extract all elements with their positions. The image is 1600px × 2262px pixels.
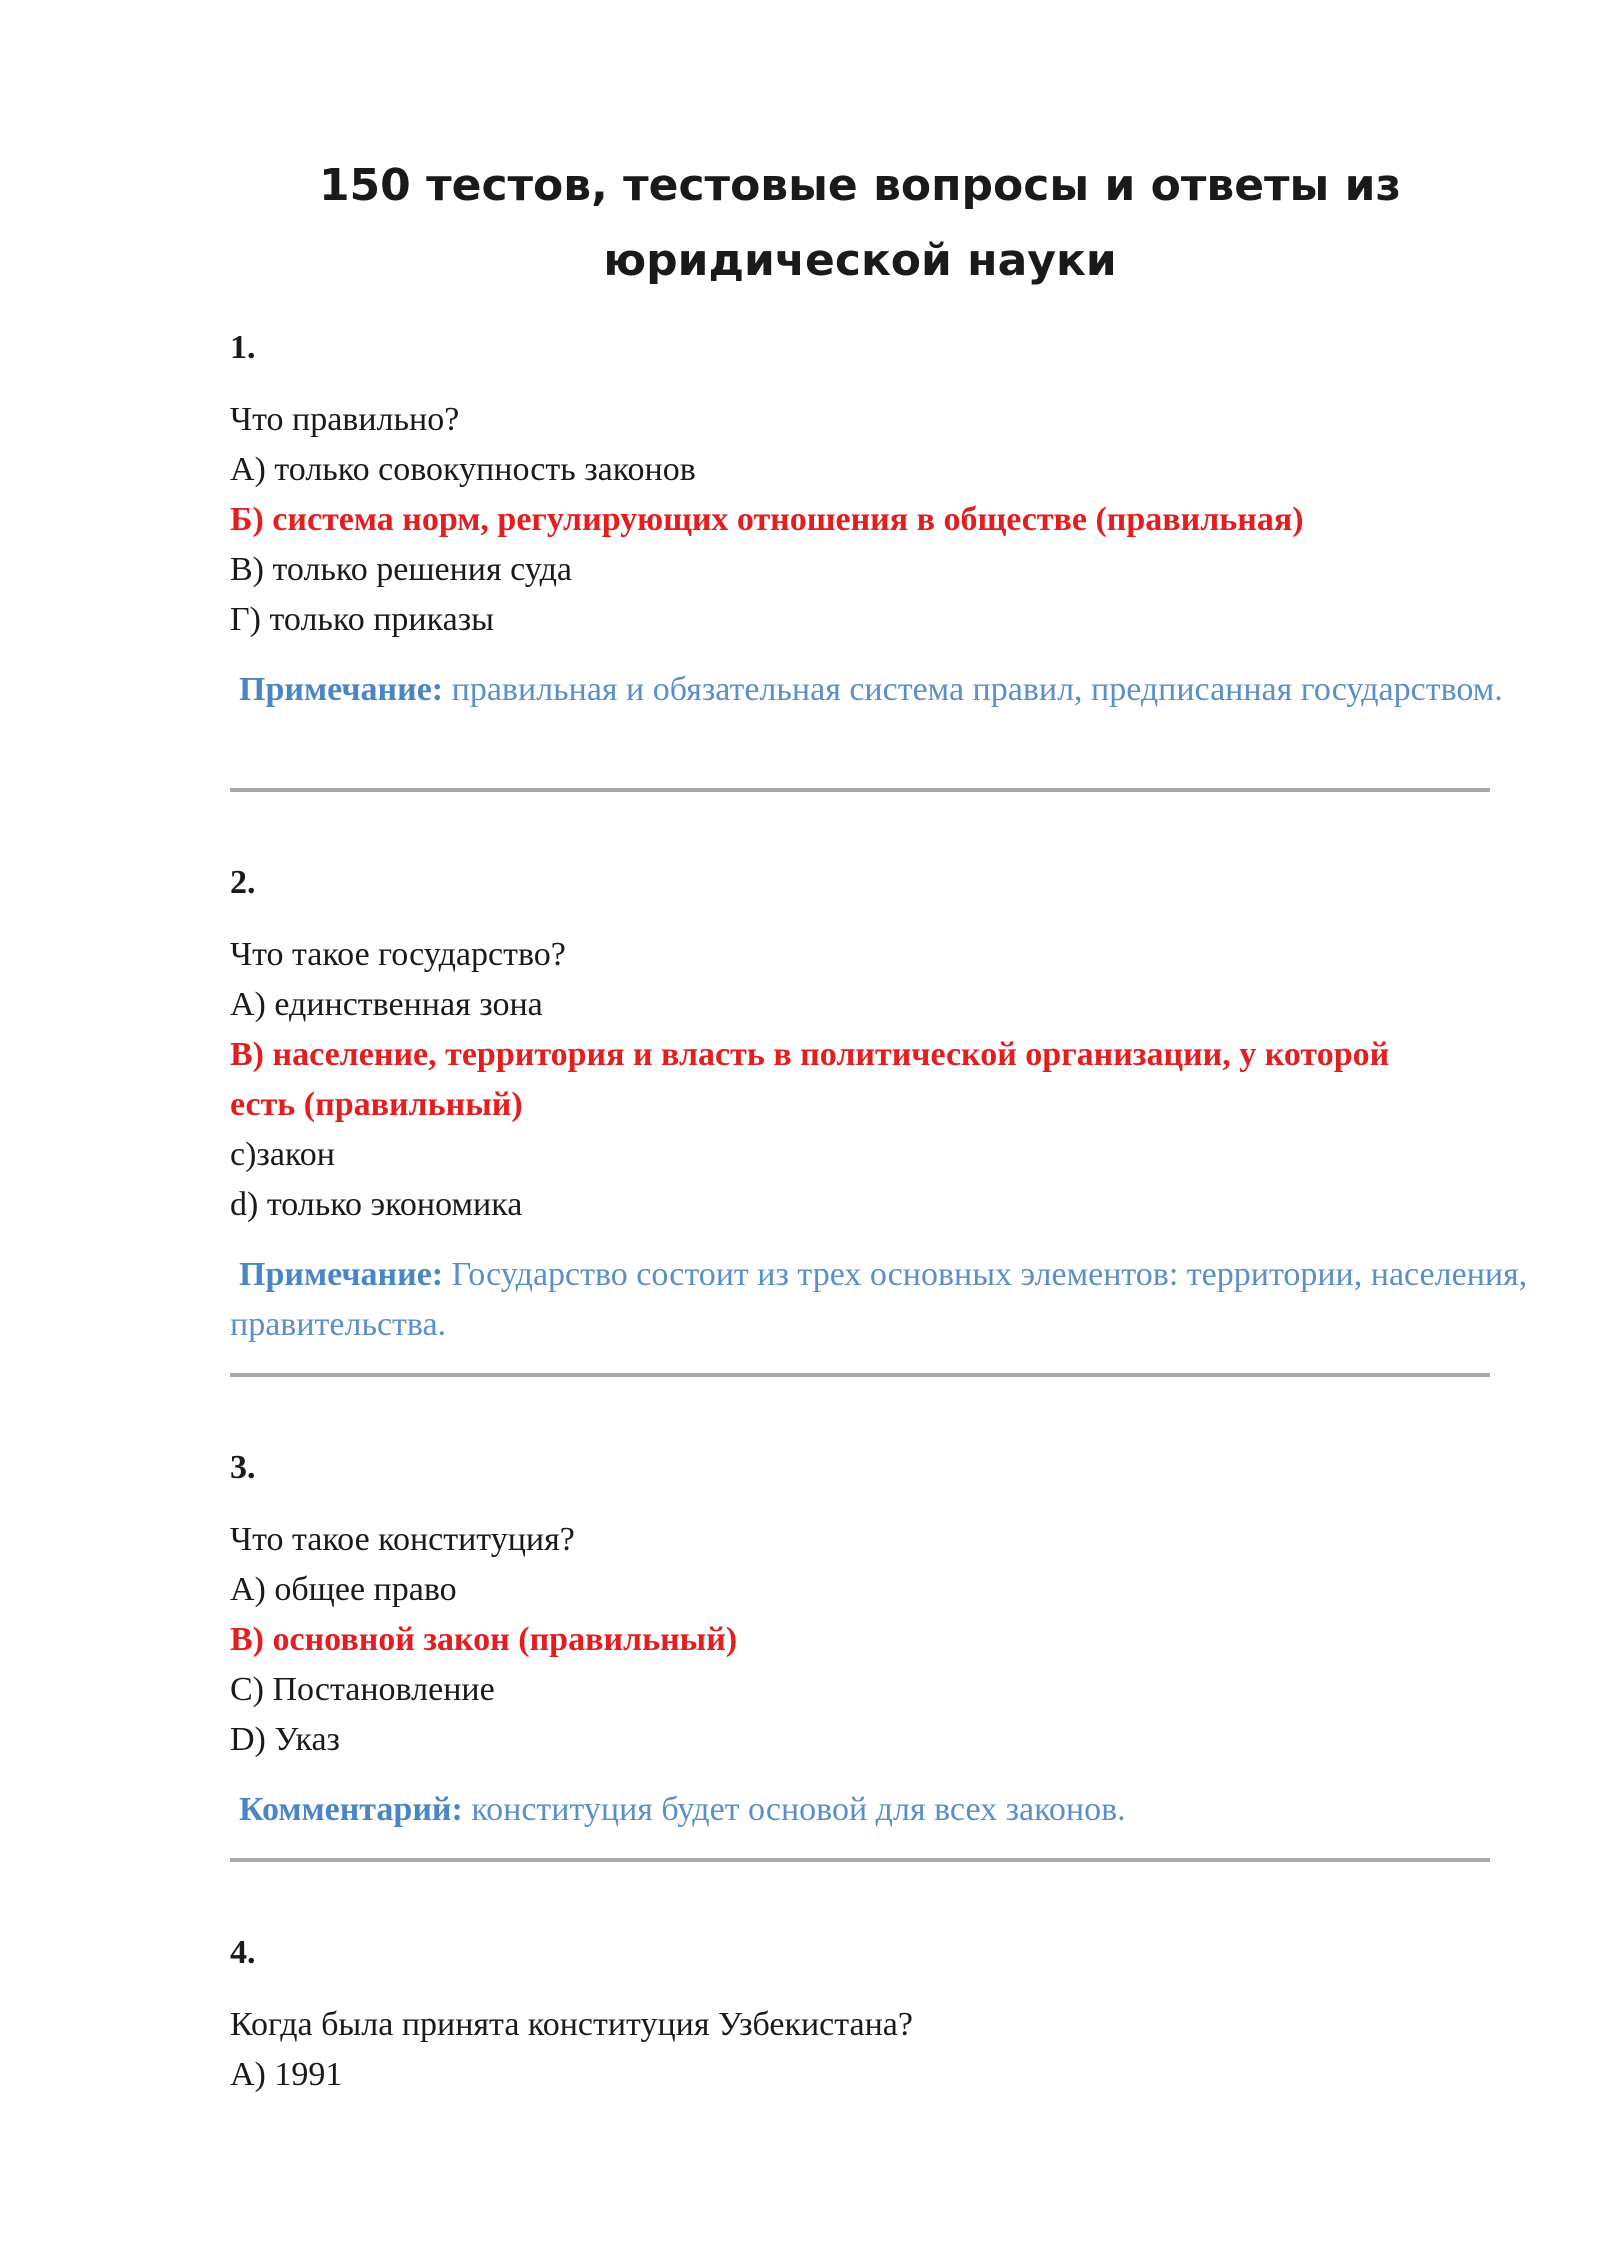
note-label: Примечание: bbox=[239, 1256, 444, 1293]
divider bbox=[230, 1858, 1490, 1862]
note-text: Государство состоит из трех основных элементов: территории, населения, правительства. bbox=[230, 1256, 1528, 1343]
option-correct: Б) система норм, регулирующих отношения в обществе (правильная) bbox=[230, 501, 1304, 538]
note-text: правильная и обязательная система правил, предписанная государством. bbox=[451, 671, 1503, 708]
question-text: Что правильно? bbox=[230, 401, 460, 438]
question-3 bbox=[230, 1443, 1530, 1835]
option-correct: В) основной закон (правильный) bbox=[230, 1621, 738, 1658]
question-text: Что такое государство? bbox=[230, 936, 566, 973]
question-number: 2. bbox=[230, 864, 256, 901]
option-a: А) единственная зона bbox=[230, 986, 543, 1023]
option-d: D) Указ bbox=[230, 1721, 340, 1758]
question-1 bbox=[230, 323, 1530, 715]
question-note bbox=[230, 665, 1530, 715]
note-label: Примечание: bbox=[239, 671, 444, 708]
option-c: В) только решения суда bbox=[230, 551, 573, 588]
question-text: Когда была принята конституция Узбекистана? bbox=[230, 2006, 913, 2043]
option-a: А) 1991 bbox=[230, 2056, 343, 2093]
title-line-1: 150 тестов, тестовые вопросы и ответы из bbox=[318, 160, 1402, 211]
option-correct: В) население, территория и власть в политической организации, у которой есть (правильный) bbox=[230, 1036, 1390, 1123]
option-d: Г) только приказы bbox=[230, 601, 494, 638]
title-line-2: юридической науки bbox=[603, 235, 1117, 286]
option-a: А) только совокупность законов bbox=[230, 451, 696, 488]
question-number: 3. bbox=[230, 1449, 256, 1486]
option-c: с)закон bbox=[230, 1136, 335, 1173]
question-note bbox=[230, 1785, 1530, 1835]
question-number: 1. bbox=[230, 329, 256, 366]
question-text: Что такое конституция? bbox=[230, 1521, 575, 1558]
question-4 bbox=[230, 1928, 1530, 2100]
question-number: 4. bbox=[230, 1934, 256, 1971]
note-label: Комментарий: bbox=[239, 1791, 463, 1828]
divider bbox=[230, 788, 1490, 792]
option-a: А) общее право bbox=[230, 1571, 457, 1608]
option-d: d) только экономика bbox=[230, 1186, 523, 1223]
divider bbox=[230, 1373, 1490, 1377]
option-c: С) Постановление bbox=[230, 1671, 495, 1708]
question-note bbox=[230, 1250, 1530, 1350]
document-title bbox=[230, 148, 1490, 298]
question-2 bbox=[230, 858, 1530, 1350]
note-text: конституция будет основой для всех законов. bbox=[471, 1791, 1126, 1828]
